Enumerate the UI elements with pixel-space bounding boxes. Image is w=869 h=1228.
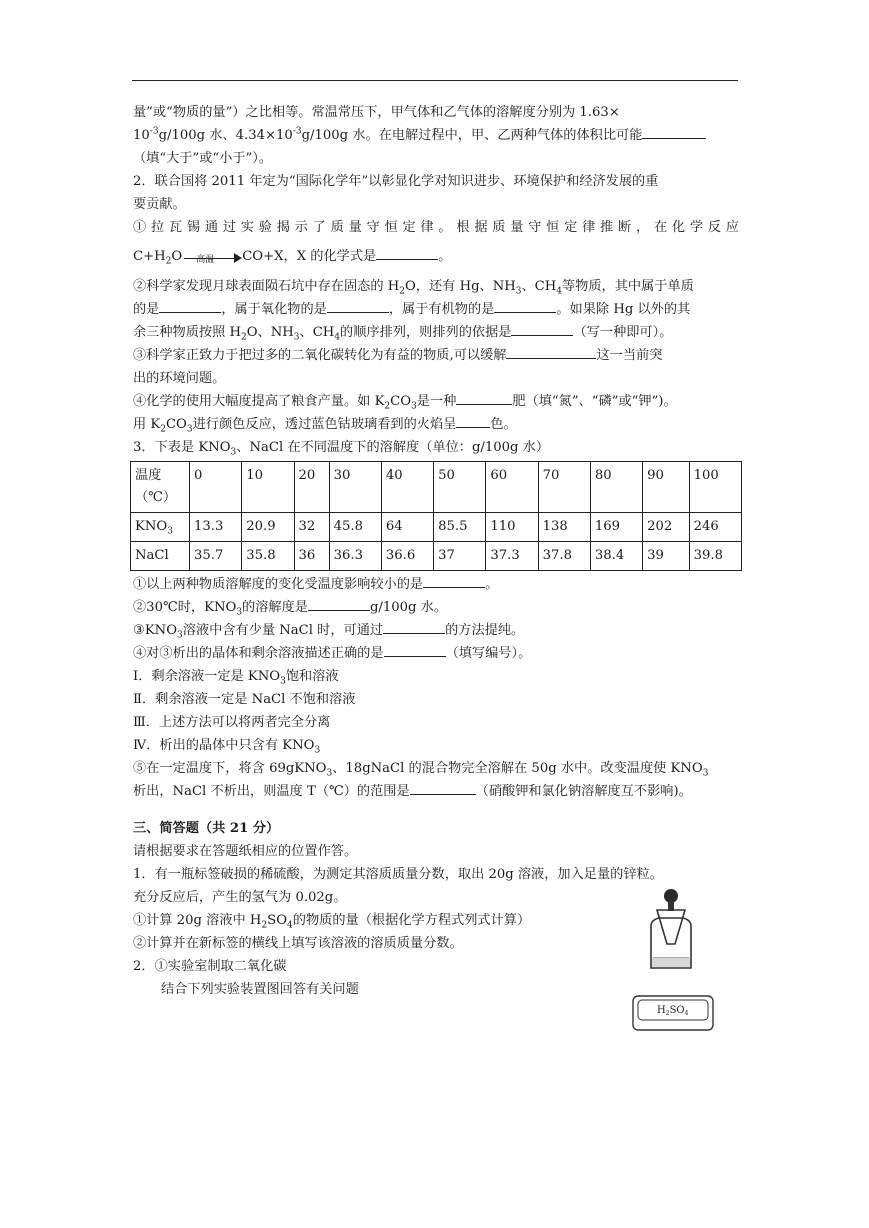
equation-line: $C+H_2O$ 高温 CO+X，X 的化学式是 。	[133, 239, 739, 275]
table-cell: 39.8	[689, 542, 741, 571]
answer-blank	[494, 298, 556, 313]
paragraph-line: ①以上两种物质溶解度的变化受温度影响较小的是 。	[133, 573, 739, 596]
table-cell: 10	[242, 462, 294, 513]
paragraph-line: ②30℃时，$KNO_3$的溶解度是 g/100g 水。	[133, 596, 739, 619]
header-rule	[132, 80, 738, 81]
paragraph-line: 请根据要求在答题纸相应的位置作答。	[133, 844, 358, 859]
table-cell: 85.5	[434, 513, 486, 542]
paragraph-line: ⑤在一定温度下，将含 69gKNO$_3$、18gNaCl 的混合物完全溶解在 50g 水中。改变温度使 $KNO_3$	[133, 761, 709, 779]
reagent-bottle-figure	[623, 886, 721, 1036]
table-cell: 20.9	[242, 513, 294, 542]
table-cell: 35.7	[190, 542, 242, 571]
table-cell: 45.8	[329, 513, 381, 542]
answer-blank	[308, 596, 370, 611]
answer-blank	[456, 413, 490, 428]
bottle-label-text: $H_2SO_4$	[657, 1005, 689, 1017]
table-cell: 202	[643, 513, 690, 542]
paragraph-line: 结合下列实验装置图回答有关问题	[161, 982, 359, 997]
paragraph-line: $10^{-3}g/100g$ 水、$4.34\times 10^{-3}g/100g$ 水。在电解过程中，甲、乙两种气体的体积比可能	[133, 124, 739, 147]
table-cell: 35.8	[242, 542, 294, 571]
reaction-arrow-icon: 高温	[182, 250, 242, 264]
table-cell: 13.3	[190, 513, 242, 542]
answer-blank	[376, 245, 438, 260]
table-cell: 64	[381, 513, 433, 542]
answer-blank	[423, 573, 485, 588]
option-line: Ⅱ．剩余溶液一定是 NaCl 不饱和溶液	[133, 692, 356, 707]
answer-blank	[456, 390, 512, 405]
table-row	[131, 513, 742, 542]
table-cell: 169	[590, 513, 642, 542]
question-2-title: 2．联合国将 2011 年定为“国际化学年”以彰显化学对知识进步、环境保护和经济发展的重	[133, 174, 659, 189]
paragraph-line: 2．①实验室制取二氧化碳	[133, 959, 287, 974]
paragraph-line: 用 $K_2CO_3$进行颜色反应，透过蓝色钴玻璃看到的火焰呈 色。	[133, 413, 739, 436]
table-cell: 246	[689, 513, 741, 542]
paragraph-line: ②计算并在新标签的横线上填写该溶液的溶质质量分数。	[133, 936, 463, 951]
answer-blank	[159, 298, 221, 313]
table-cell: 37.8	[538, 542, 590, 571]
paragraph-line: ①拉瓦锡通过实验揭示了质量守恒定律。根据质量守恒定律推断，在化学反应	[133, 220, 739, 235]
table-cell: 100	[689, 462, 741, 513]
table-cell: 70	[538, 462, 590, 513]
table-cell: 90	[643, 462, 690, 513]
answer-blank	[506, 344, 596, 359]
table-cell: 80	[590, 462, 642, 513]
paragraph-line: 析出，NaCl 不析出，则温度 T（℃）的范围是 （硝酸钾和氯化钠溶解度互不影响)。	[133, 780, 739, 803]
table-cell: 温度 （℃）	[131, 462, 190, 513]
paragraph-line: 量”或“物质的量”）之比相等。常温常压下，甲气体和乙气体的溶解度分别为 1.63×	[133, 105, 620, 120]
table-cell: 37.3	[486, 542, 538, 571]
paragraph-line: ①计算 20g 溶液中 $H_2SO_4$的物质的量（根据化学方程式列式计算）	[133, 913, 531, 931]
table-cell: 0	[190, 462, 242, 513]
paragraph-line: 的是 ，属于氧化物的是 ，属于有机物的是 。如果除 Hg 以外的其	[133, 298, 739, 321]
table-cell: 60	[486, 462, 538, 513]
table-cell: 20	[294, 462, 329, 513]
paragraph-line: ④化学的使用大幅度提高了粮食产量。如 $K_2CO_3$是一种 肥（填“氮”、“磷”或“钾”)。	[133, 390, 739, 413]
reagent-bottle-icon	[623, 886, 721, 1036]
answer-blank	[511, 321, 573, 336]
answer-blank	[410, 780, 476, 795]
document-body	[133, 101, 739, 1001]
table-cell: 32	[294, 513, 329, 542]
answer-blank	[642, 124, 706, 139]
solubility-table	[130, 461, 742, 571]
table-cell: 39	[643, 542, 690, 571]
paragraph-line: 1．有一瓶标签破损的稀硫酸，为测定其溶质质量分数，取出 20g 溶液，加入足量的锌粒。	[133, 867, 663, 882]
answer-blank	[384, 642, 446, 657]
paragraph-line: ③科学家正致力于把过多的二氧化碳转化为有益的物质,可以缓解 这一当前突	[133, 344, 739, 367]
table-cell: 30	[329, 462, 381, 513]
table-cell: 37	[434, 542, 486, 571]
answer-blank	[327, 298, 389, 313]
table-cell: 36.3	[329, 542, 381, 571]
answer-blank	[383, 619, 445, 634]
table-cell: 110	[486, 513, 538, 542]
question-3-title: 3．下表是 $KNO_3$、NaCl 在不同温度下的溶解度（单位：g/100g 水）	[133, 440, 550, 458]
table-cell: 38.4	[590, 542, 642, 571]
table-cell: 36.6	[381, 542, 433, 571]
paragraph-line: $③KNO_3$溶液中含有少量 NaCl 时，可通过 的方法提纯。	[133, 619, 739, 642]
paragraph-line: 出的环境问题。	[133, 371, 226, 386]
table-row	[131, 542, 742, 571]
paragraph-line: 余三种物质按照 $H_2O$、$NH_3$、$CH_4$的顺序排列，则排列的依据是 （写一种即可）。	[133, 321, 739, 344]
table-cell: 40	[381, 462, 433, 513]
paragraph-line: 要贡献。	[133, 197, 186, 212]
table-cell: 36	[294, 542, 329, 571]
paragraph-line: ④对③析出的晶体和剩余溶液描述正确的是 （填写编号）。	[133, 642, 739, 665]
option-line: Ⅰ．剩余溶液一定是 $KNO_3$饱和溶液	[133, 669, 339, 687]
table-cell: 138	[538, 513, 590, 542]
paragraph-line: （填“大于”或“小于”）。	[133, 151, 273, 166]
option-line: Ⅲ．上述方法可以将两者完全分离	[133, 715, 331, 730]
paragraph-line: 充分反应后，产生的氢气为 0.02g。	[133, 890, 347, 905]
table-cell: NaCl	[131, 542, 190, 571]
option-line: Ⅳ．析出的晶体中只含有 $KNO_3$	[133, 738, 321, 756]
table-cell: $KNO_3$	[131, 513, 190, 542]
table-row	[131, 462, 742, 513]
section-heading: 三、简答题（共 21 分）	[133, 821, 280, 836]
paragraph-line: ②科学家发现月球表面陨石坑中存在固态的 $H_2O$，还有 Hg、$NH_3$、$CH_4$等物质，其中属于单质	[133, 279, 694, 297]
table-cell: 50	[434, 462, 486, 513]
